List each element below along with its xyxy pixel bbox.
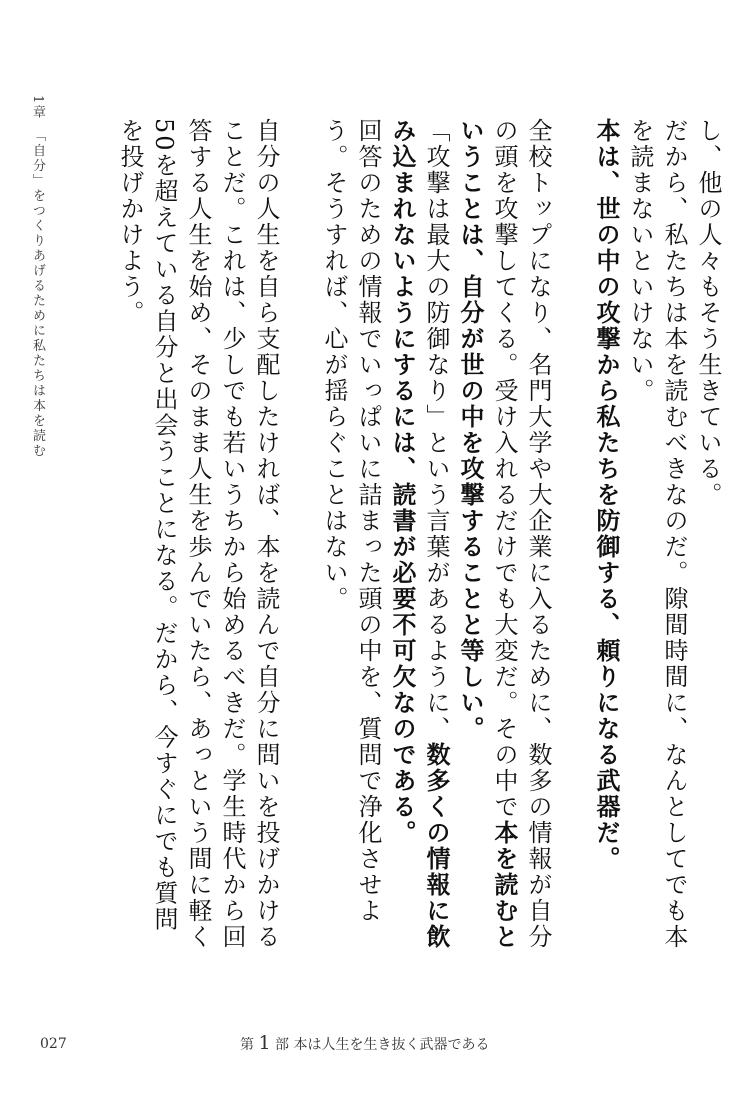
bold-text: 本を読むということは、自分が世の中を攻撃することと等しい。 bbox=[456, 118, 518, 950]
paragraph-text: だから、私たちは本を読むべきなのだ。隙間時間に、なんとしてでも本を読まないといけない。 bbox=[626, 118, 688, 950]
footer-part-title bbox=[240, 1032, 489, 1054]
paragraph bbox=[113, 118, 283, 958]
paragraph-text: し、他の人々もそう生きている。 bbox=[694, 118, 722, 508]
part-number: 1 bbox=[258, 1032, 271, 1054]
paragraph bbox=[317, 118, 385, 958]
paragraph bbox=[385, 118, 453, 958]
paragraph-text: 「攻撃は最大の防御なり」という言葉があるように、 bbox=[422, 118, 450, 742]
bold-text: 本は、世の中の攻撃から私たちを防御する、頼りになる武器だ。 bbox=[592, 118, 620, 872]
paragraph-emphasis bbox=[589, 118, 623, 958]
body-text bbox=[115, 118, 725, 958]
part-prefix: 第 bbox=[240, 1037, 254, 1053]
page-number: 027 bbox=[40, 1036, 67, 1052]
paragraph bbox=[453, 118, 555, 958]
paragraph-text: 全校トップになり、名門大学や大企業に入るために、数多の情報が自分の頭を攻撃してくる。受け入れるだけでも大変だ。その中で bbox=[490, 118, 552, 950]
paragraph bbox=[623, 118, 691, 958]
part-title: 本は人生を生き抜く武器である bbox=[293, 1037, 490, 1053]
part-suffix: 部 bbox=[275, 1037, 289, 1053]
paragraph-text: 回答のための情報でいっぱいに詰まった頭の中を、質問で浄化させよう。そうすれば、心が揺らぐことはない。 bbox=[320, 118, 382, 924]
running-head: 1章 「自分」をつくりあげるために私たちは本を読む bbox=[30, 95, 45, 459]
paragraph-text: 自分の人生を自ら支配したければ、本を読んで自分に問いを投げかけることだ。これは、少しでも若いうちから始めるべきだ。学生時代から回答する人生を始め、そのまま人生を歩んでいたら、あっという間に軽く50を超えている自分と出会うことになる。だから、今すぐにでも質問を投げかけよう。 bbox=[116, 118, 280, 950]
paragraph bbox=[691, 118, 725, 958]
bold-text: 数多くの情報に飲み込まれないようにするには、読書が必要不可欠なのである。 bbox=[388, 118, 450, 950]
